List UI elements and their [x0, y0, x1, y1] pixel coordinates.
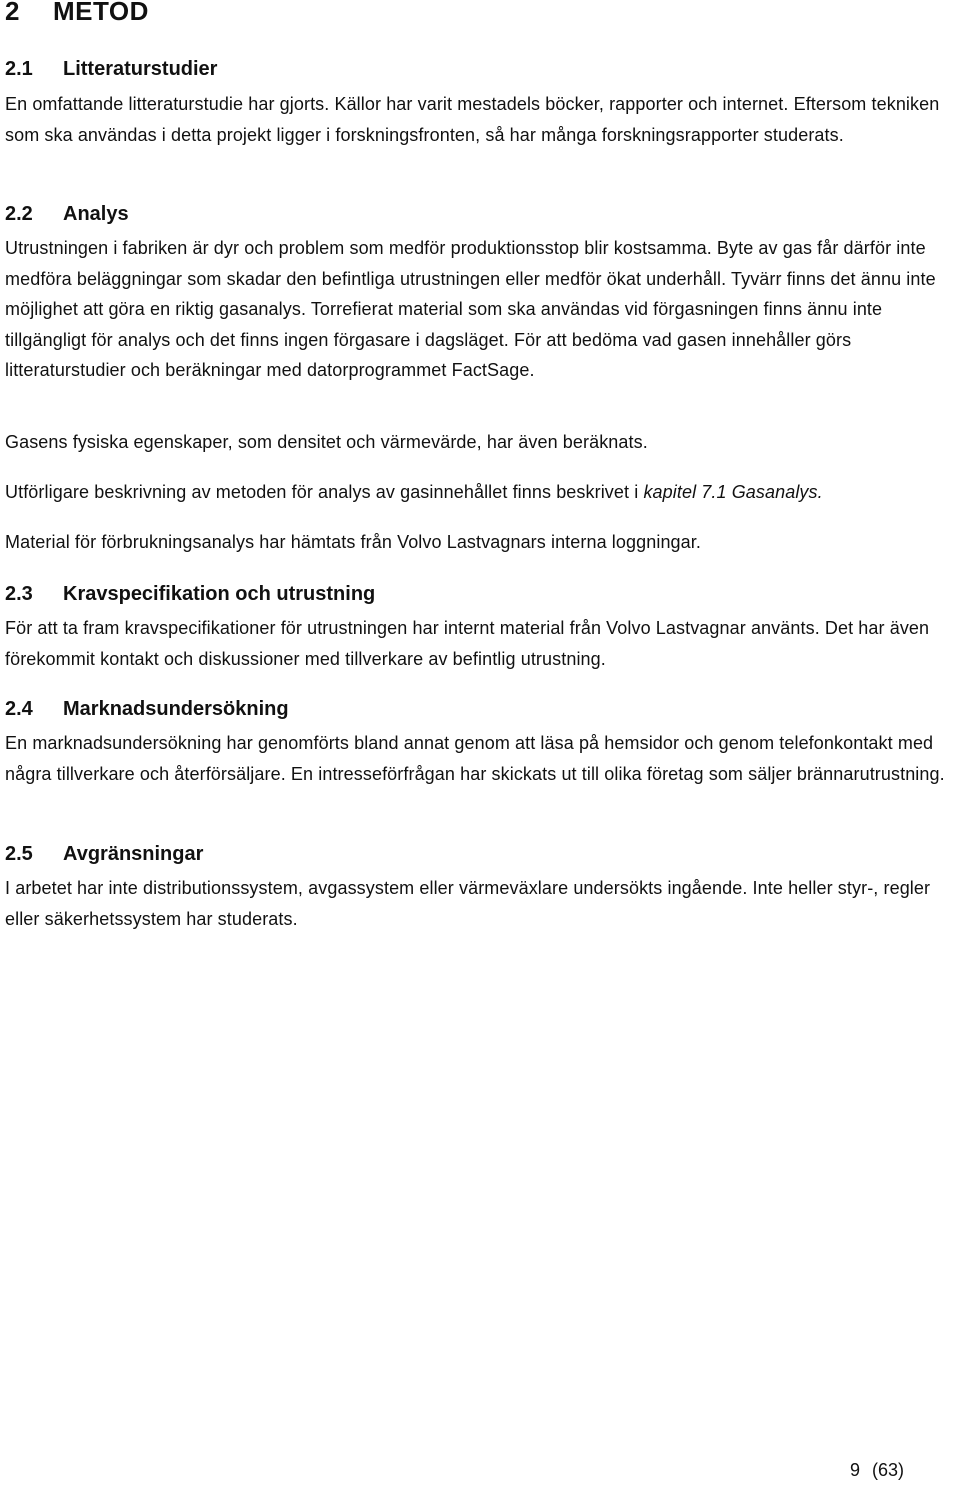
- chapter-reference: kapitel 7.1 Gasanalys.: [643, 482, 823, 502]
- paragraph-utforligare: [5, 477, 955, 508]
- section-heading-2-4: [5, 698, 289, 721]
- paragraph-kravspecifikation: För att ta fram kravspecifikationer för utrustningen har internt material från Volvo Lastvagnar använts. Det har även förekommit kontakt och diskussioner med tillverkare av befintlig utrustning.: [5, 618, 930, 669]
- section-heading-2-3: [5, 583, 375, 606]
- chapter-number: 2: [5, 0, 20, 26]
- page-current: 9: [850, 1460, 861, 1480]
- section-heading-2-2: [5, 203, 129, 226]
- section-number: 2.3: [5, 583, 33, 605]
- paragraph-marknadsundersokning: En marknadsundersökning har genomförts bland annat genom att läsa på hemsidor och genom telefonkontakt med några tillverkare och återförsäljare. En intresseförfrågan har skickats ut till olika företag som säljer brännarutrustning.: [5, 733, 945, 784]
- section-title: Kravspecifikation och utrustning: [63, 583, 376, 605]
- ref-prefix: Utförligare beskrivning av metoden för analys av gasinnehållet finns beskrivet i: [5, 482, 644, 502]
- section-number: 2.4: [5, 698, 33, 720]
- section-heading-2-1: [5, 58, 217, 81]
- section-title: Marknadsundersökning: [63, 698, 289, 720]
- section-title: Avgränsningar: [63, 843, 204, 865]
- page-number: [850, 1460, 904, 1481]
- section-heading-2-5: [5, 843, 203, 866]
- paragraph-litteraturstudier: En omfattande litteraturstudie har gjorts. Källor har varit mestadels böcker, rapporter och internet. Eftersom tekniken som ska användas i detta projekt ligger i forskningsfronten, så har många forskningsrapporter studerats.: [5, 94, 940, 145]
- paragraph-material: Material för förbrukningsanalys har hämtats från Volvo Lastvagnars interna loggningar.: [5, 532, 701, 552]
- section-number: 2.1: [5, 58, 33, 80]
- paragraph-analys: Utrustningen i fabriken är dyr och problem som medför produktionsstop blir kostsamma. Byte av gas får därför inte medföra beläggningar som skadar den befintliga utrustningen eller medför ökat underhåll. Tyvärr finns det ännu inte möjlighet att göra en riktig gasanalys. Torrefierat material som ska användas vid förgasningen finns ännu inte tillgängligt för analys och det finns ingen förgasare i dagsläget. För att bedöma vad gasen innehåller görs litteraturstudier och beräkningar med datorprogrammet FactSage.: [5, 238, 936, 380]
- page-total: (63): [872, 1460, 905, 1480]
- section-number: 2.5: [5, 843, 33, 865]
- section-number: 2.2: [5, 203, 33, 225]
- paragraph-avgransningar: I arbetet har inte distributionssystem, avgassystem eller värmeväxlare undersökts ingående. Inte heller styr-, regler eller säkerhetssystem har studerats.: [5, 878, 931, 929]
- chapter-heading: [5, 0, 149, 27]
- section-title: Litteraturstudier: [63, 58, 218, 80]
- chapter-title: METOD: [53, 0, 149, 26]
- paragraph-gasens-egenskaper: Gasens fysiska egenskaper, som densitet och värmevärde, har även beräknats.: [5, 432, 648, 452]
- section-title: Analys: [63, 203, 129, 225]
